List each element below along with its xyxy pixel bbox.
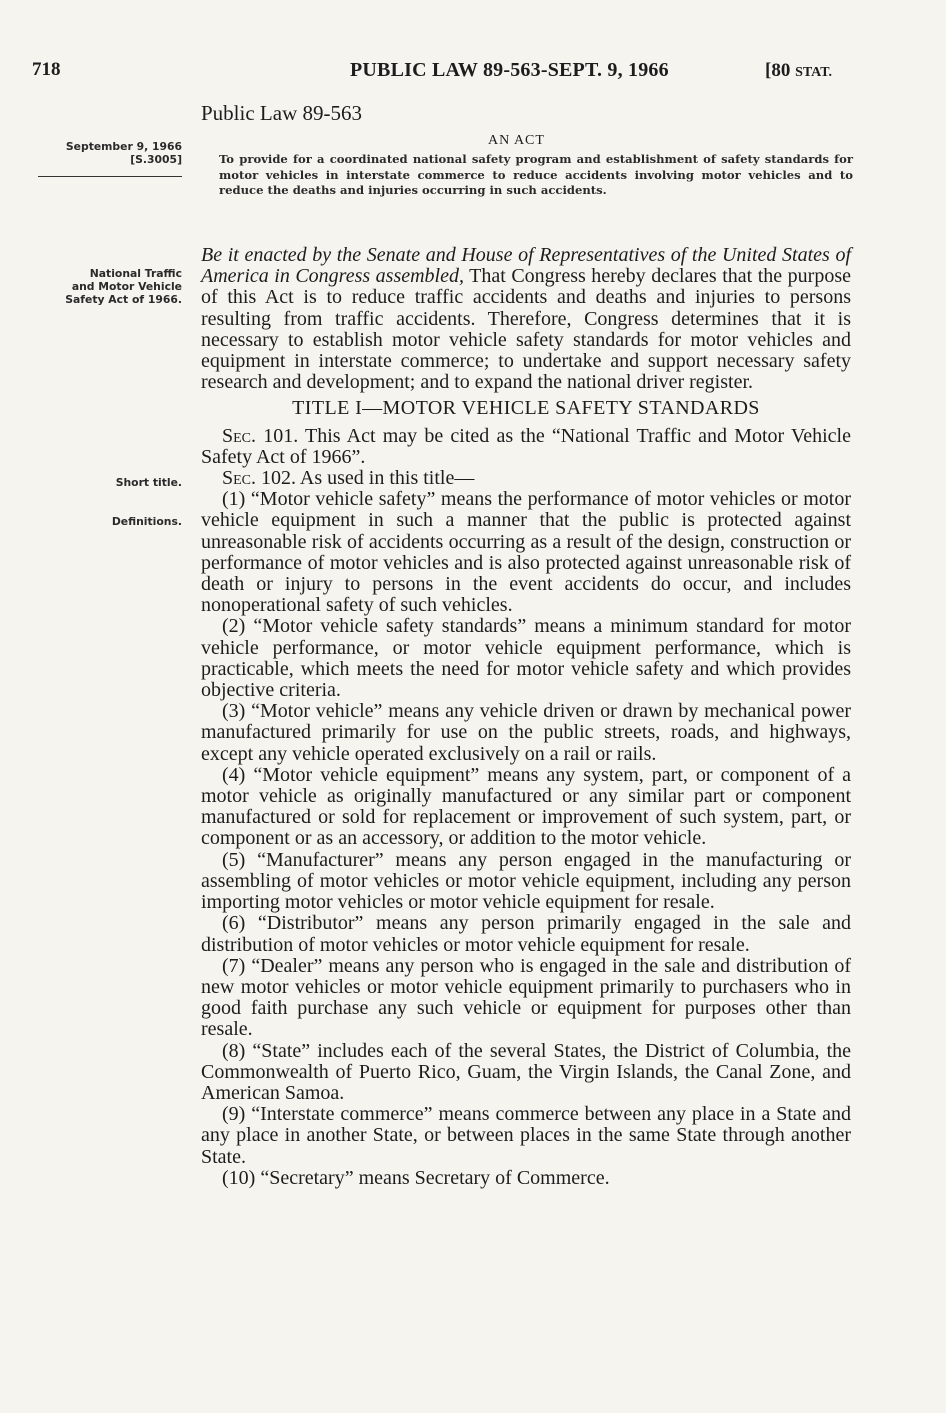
section-101-label: Sec. bbox=[222, 424, 257, 447]
definition-item: (8) “State” includes each of the several States, the District of Columbia, the Commonwealth of Puerto Rico, Guam, the Virgin Islands, the Canal Zone, and American Samoa. bbox=[201, 1039, 851, 1104]
margin-note-definitions: Definitions. bbox=[111, 515, 182, 528]
running-title: PUBLIC LAW 89-563-SEPT. 9, 1966 bbox=[350, 59, 669, 81]
section-102 bbox=[201, 468, 851, 489]
volume-number: [80 bbox=[765, 60, 796, 81]
definition-item: (7) “Dealer” means any person who is engaged in the sale and distribution of new motor vehicles or motor vehicle equipment primarily to purchasers who in good faith purchase any such vehicle or equipment for purposes other than resale. bbox=[201, 954, 851, 1041]
purpose-text: To provide for a coordinated national safety program and establishment of safety standards for motor vehicles in interstate commerce to reduce accidents involving motor vehicles and to reduce the deaths and injuries occurring in such accidents. bbox=[219, 152, 853, 198]
volume-citation bbox=[765, 60, 832, 82]
volume-abbreviation: STAT. bbox=[795, 65, 833, 80]
margin-note-act-name bbox=[12, 267, 182, 306]
margin-divider bbox=[38, 176, 182, 177]
definition-item: (2) “Motor vehicle safety standards” means a minimum standard for motor vehicle performance, or motor vehicle equipment performance, which is practicable, which meets the need for motor vehicle safety and which provides objective criteria. bbox=[201, 615, 851, 702]
an-act-heading: AN ACT bbox=[488, 133, 545, 148]
margin-act-name-line-1: National Traffic bbox=[89, 267, 182, 280]
enacting-clause: Be it enacted by the Senate and House of Representatives of the United States of America in Congress assembled, bbox=[201, 244, 851, 288]
section-102-text: 102. As used in this title— bbox=[256, 467, 475, 490]
margin-note-short-title: Short title. bbox=[115, 476, 182, 489]
act-purpose bbox=[199, 152, 853, 199]
margin-act-name-line-2: and Motor Vehicle bbox=[71, 280, 182, 293]
definition-item: (10) “Secretary” means Secretary of Commerce. bbox=[222, 1166, 610, 1189]
enacting-paragraph bbox=[201, 245, 851, 393]
definition-item: (1) “Motor vehicle safety” means the performance of motor vehicles or motor vehicle equipment in such a manner that the public is protected against unreasonable risk of accidents occurring as a result of the design, construction or performance of motor vehicles and is also protected against unreasonable risk of death or injury to persons in the event accidents do occur, and includes nonoperational safety of such vehicles. bbox=[201, 488, 851, 617]
section-101-text: 101. This Act may be cited as the “National Traffic and Motor Vehicle Safety Act of 1966”. bbox=[201, 424, 851, 468]
section-101 bbox=[201, 426, 851, 468]
title-heading: TITLE I—MOTOR VEHICLE SAFETY STANDARDS bbox=[292, 397, 760, 420]
definition-item: (9) “Interstate commerce” means commerce between any place in a State and any place in another State, or between places in the same State through another State. bbox=[201, 1103, 851, 1168]
section-102-label: Sec. bbox=[222, 467, 257, 490]
margin-bill-number: [S.3005] bbox=[130, 153, 182, 166]
definition-item: (6) “Distributor” means any person primarily engaged in the sale and distribution of motor vehicles or motor vehicle equipment for resale. bbox=[201, 912, 851, 956]
act-body bbox=[201, 245, 851, 1189]
margin-note-date bbox=[12, 140, 182, 166]
definition-item: (5) “Manufacturer” means any person engaged in the manufacturing or assembling of motor vehicles or motor vehicle equipment, including any person importing motor vehicles or motor vehicle equipment for resale. bbox=[201, 848, 851, 914]
margin-act-name-line-3: Safety Act of 1966. bbox=[65, 293, 182, 306]
law-title: Public Law 89-563 bbox=[201, 101, 362, 125]
margin-date: September 9, 1966 bbox=[65, 140, 182, 153]
definition-item: (4) “Motor vehicle equipment” means any system, part, or component of a motor vehicle as originally manufactured or any similar part or component manufactured or sold for replacement or improvement of such system, part, or component or as an accessory, or addition to the motor vehicle. bbox=[201, 763, 851, 850]
page-number: 718 bbox=[32, 59, 61, 80]
definition-item: (3) “Motor vehicle” means any vehicle driven or drawn by mechanical power manufactured primarily for use on the public streets, roads, and highways, except any vehicle operated exclusively on a rail or rails. bbox=[201, 700, 851, 765]
congressional-declaration: That Congress hereby declares that the purpose of this Act is to reduce traffic accidents and deaths and injuries to persons resulting from traffic accidents. Therefore, Congress determines that it is necessary to establish motor vehicle safety standards for motor vehicles and equipment in interstate commerce; to undertake and support necessary safety research and development; and to expand the national driver register. bbox=[201, 265, 851, 394]
